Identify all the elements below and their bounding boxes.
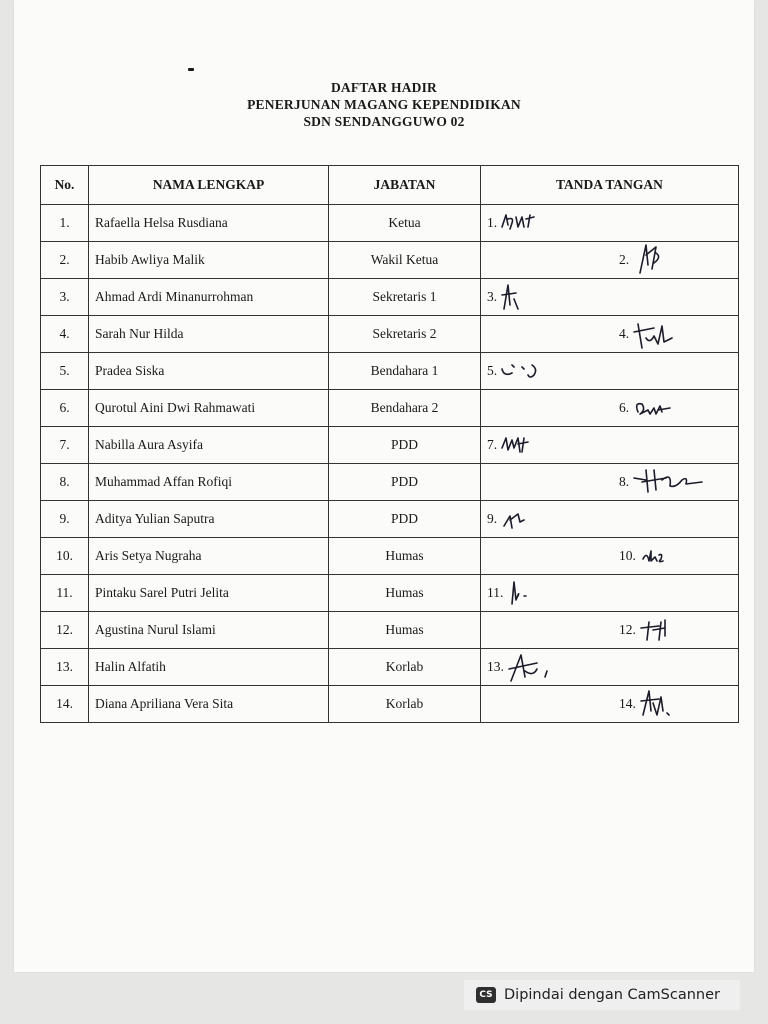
row-number: 11. xyxy=(41,575,89,612)
ink-speck xyxy=(188,68,194,71)
member-name: Agustina Nurul Islami xyxy=(89,612,329,649)
signature-cell xyxy=(481,501,739,538)
member-name: Qurotul Aini Dwi Rahmawati xyxy=(89,390,329,427)
handwritten-signature xyxy=(632,398,676,418)
row-number: 10. xyxy=(41,538,89,575)
signature-entry xyxy=(619,612,667,648)
signature-cell xyxy=(481,279,739,316)
signature-entry xyxy=(487,575,536,611)
signature-cell xyxy=(481,686,739,723)
table-row xyxy=(41,501,739,538)
table-row xyxy=(41,575,739,612)
table-row xyxy=(41,316,739,353)
signature-number: 13. xyxy=(487,659,504,674)
signature-cell xyxy=(481,538,739,575)
member-role: PDD xyxy=(329,427,481,464)
school-name: SDN SENDANGGUWO 02 xyxy=(303,114,465,129)
signature-number: 4. xyxy=(619,326,630,341)
row-number: 2. xyxy=(41,242,89,279)
row-number: 1. xyxy=(41,205,89,242)
handwritten-signature xyxy=(632,468,704,496)
member-name: Halin Alfatih xyxy=(89,649,329,686)
signature-entry xyxy=(619,464,704,500)
table-row xyxy=(41,205,739,242)
signature-entry xyxy=(619,390,676,426)
table-row xyxy=(41,612,739,649)
signature-number: 10. xyxy=(619,548,636,563)
handwritten-signature xyxy=(639,689,671,719)
table-row xyxy=(41,242,739,279)
table-row xyxy=(41,686,739,723)
row-number: 12. xyxy=(41,612,89,649)
signature-entry xyxy=(487,279,522,315)
signature-number: 8. xyxy=(619,474,630,489)
handwritten-signature xyxy=(500,506,528,532)
member-role: Ketua xyxy=(329,205,481,242)
row-number: 7. xyxy=(41,427,89,464)
handwritten-signature xyxy=(500,283,522,311)
signature-number: 9. xyxy=(487,511,498,526)
signature-cell xyxy=(481,427,739,464)
member-role: PDD xyxy=(329,464,481,501)
member-name: Aditya Yulian Saputra xyxy=(89,501,329,538)
member-name: Pradea Siska xyxy=(89,353,329,390)
signature-entry xyxy=(487,205,560,241)
handwritten-signature xyxy=(632,243,672,277)
table-row xyxy=(41,279,739,316)
member-role: Sekretaris 1 xyxy=(329,279,481,316)
member-role: PDD xyxy=(329,501,481,538)
member-role: Bendahara 2 xyxy=(329,390,481,427)
table-row xyxy=(41,538,739,575)
signature-entry xyxy=(487,649,549,685)
signature-number: 7. xyxy=(487,437,498,452)
handwritten-signature xyxy=(639,547,665,565)
table-row xyxy=(41,390,739,427)
signature-entry xyxy=(619,686,671,722)
signature-number: 12. xyxy=(619,622,636,637)
signature-cell xyxy=(481,649,739,686)
member-role: Korlab xyxy=(329,686,481,723)
document-subtitle: PENERJUNAN MAGANG KEPENDIDIKAN xyxy=(247,97,521,112)
row-number: 9. xyxy=(41,501,89,538)
column-header-no: No. xyxy=(41,166,89,205)
member-role: Humas xyxy=(329,575,481,612)
signature-cell xyxy=(481,316,739,353)
row-number: 13. xyxy=(41,649,89,686)
signature-number: 6. xyxy=(619,400,630,415)
member-role: Korlab xyxy=(329,649,481,686)
table-row xyxy=(41,353,739,390)
handwritten-signature xyxy=(507,651,549,683)
table-header-row xyxy=(41,166,739,205)
column-header-name: NAMA LENGKAP xyxy=(89,166,329,205)
signature-cell xyxy=(481,612,739,649)
member-name: Sarah Nur Hilda xyxy=(89,316,329,353)
member-name: Ahmad Ardi Minanurrohman xyxy=(89,279,329,316)
signature-number: 1. xyxy=(487,215,498,230)
member-name: Diana Apriliana Vera Sita xyxy=(89,686,329,723)
column-header-signature: TANDA TANGAN xyxy=(481,166,739,205)
member-name: Nabilla Aura Asyifa xyxy=(89,427,329,464)
member-name: Habib Awliya Malik xyxy=(89,242,329,279)
row-number: 8. xyxy=(41,464,89,501)
row-number: 4. xyxy=(41,316,89,353)
table-row xyxy=(41,464,739,501)
member-role: Humas xyxy=(329,538,481,575)
signature-entry xyxy=(619,242,672,278)
signature-entry xyxy=(487,427,530,463)
camscanner-watermark xyxy=(464,980,740,1010)
row-number: 14. xyxy=(41,686,89,723)
signature-entry xyxy=(619,316,676,352)
signature-number: 3. xyxy=(487,289,498,304)
signature-cell xyxy=(481,205,739,242)
signature-number: 14. xyxy=(619,696,636,711)
handwritten-signature xyxy=(500,434,530,456)
member-role: Bendahara 1 xyxy=(329,353,481,390)
member-name: Rafaella Helsa Rusdiana xyxy=(89,205,329,242)
table-row xyxy=(41,649,739,686)
signature-cell xyxy=(481,575,739,612)
member-role: Sekretaris 2 xyxy=(329,316,481,353)
signature-number: 2. xyxy=(619,252,630,267)
signature-entry xyxy=(487,501,528,537)
signature-cell xyxy=(481,353,739,390)
row-number: 6. xyxy=(41,390,89,427)
member-name: Muhammad Affan Rofiqi xyxy=(89,464,329,501)
member-name: Aris Setya Nugraha xyxy=(89,538,329,575)
signature-entry xyxy=(619,538,665,574)
signature-cell xyxy=(481,464,739,501)
handwritten-signature xyxy=(639,618,667,642)
signature-number: 11. xyxy=(487,585,504,600)
signature-cell xyxy=(481,242,739,279)
row-number: 3. xyxy=(41,279,89,316)
camscanner-logo-icon: CS xyxy=(476,987,496,1003)
handwritten-signature xyxy=(506,580,536,606)
handwritten-signature xyxy=(500,361,540,381)
signature-entry xyxy=(487,353,540,389)
member-role: Humas xyxy=(329,612,481,649)
camscanner-text: Dipindai dengan CamScanner xyxy=(504,987,721,1003)
signature-cell xyxy=(481,390,739,427)
handwritten-signature xyxy=(632,320,676,348)
column-header-role: JABATAN xyxy=(329,166,481,205)
handwritten-signature xyxy=(500,213,560,233)
member-role: Wakil Ketua xyxy=(329,242,481,279)
table-row xyxy=(41,427,739,464)
table-body xyxy=(41,205,739,723)
signature-number: 5. xyxy=(487,363,498,378)
attendance-table xyxy=(40,165,739,723)
row-number: 5. xyxy=(41,353,89,390)
document-title: DAFTAR HADIR xyxy=(330,80,438,95)
member-name: Pintaku Sarel Putri Jelita xyxy=(89,575,329,612)
